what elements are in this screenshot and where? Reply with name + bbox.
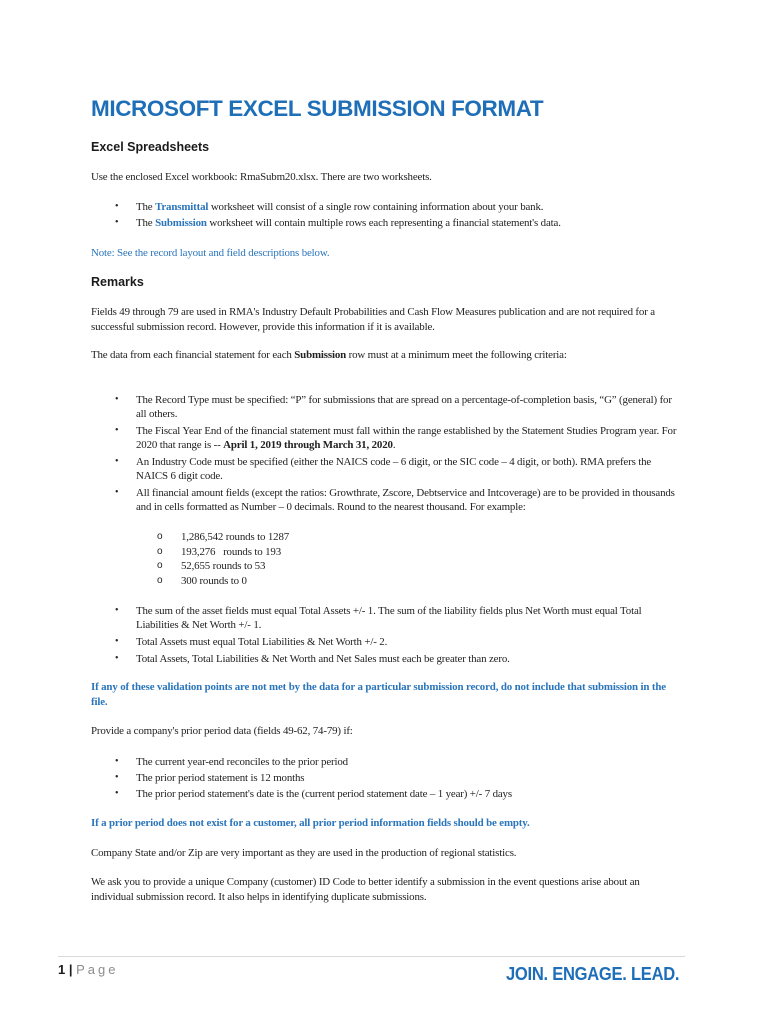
sub-bullet-icon: o <box>157 545 163 557</box>
record-layout-note: Note: See the record layout and field descriptions below. <box>91 247 330 259</box>
bullet-icon: • <box>115 217 119 228</box>
remarks-heading: Remarks <box>91 275 144 289</box>
footer-divider <box>58 956 685 957</box>
criteria-intro: The data from each financial statement for each Submission row must at a minimum meet the following criteria: <box>91 349 567 361</box>
page-number: 1 | Page <box>58 962 119 977</box>
sub-bullet-icon: o <box>157 574 163 586</box>
list-item: • The Record Type must be specified: “P” for submissions that are spread on a percentage-of-completion basis, “G” (general) for all others. <box>115 394 672 420</box>
bullet-icon: • <box>115 756 119 767</box>
list-item: o 300 rounds to 0 <box>157 574 247 587</box>
bullet-icon: • <box>115 456 119 467</box>
validation-warning: If any of these validation points are not met by the data for a particular submission record, do not include that submission in the file. <box>91 681 666 708</box>
criteria-list <box>91 393 681 514</box>
list-item: • Total Assets must equal Total Liabilities & Net Worth +/- 2. <box>115 636 388 648</box>
prior-period-warning: If a prior period does not exist for a customer, all prior period information fields should be empty. <box>91 817 530 829</box>
list-item: o 1,286,542 rounds to 1287 <box>157 531 290 543</box>
excel-intro: Use the enclosed Excel workbook: RmaSubm20.xlsx. There are two worksheets. <box>91 171 432 183</box>
sub-bullet-icon: o <box>157 531 163 542</box>
prior-period-list <box>91 755 681 801</box>
bullet-icon: • <box>115 605 119 616</box>
remarks-paragraph: Fields 49 through 79 are used in RMA's Industry Default Probabilities and Cash Flow Measures publication and are not required for a successful submission record. However, provide this information if it is available. <box>91 306 655 333</box>
list-item: • The Submission worksheet will contain multiple rows each representing a financial statement's data. <box>115 217 561 229</box>
list-item: • The Fiscal Year End of the financial statement must fall within the range established by the Statement Studies Program year. For 2020 that range is -- April 1, 2019 through March 31, 2020. <box>115 425 677 451</box>
bullet-icon: • <box>115 653 119 664</box>
list-item: • An Industry Code must be specified (either the NAICS code – 6 digit, or the SIC code – 4 digit, or both). RMA prefers the NAICS 6 digit code. <box>115 456 652 482</box>
bullet-icon: • <box>115 425 119 436</box>
list-item: • All financial amount fields (except the ratios: Growthrate, Zscore, Debtservice and Intcoverage) are to be provided in thousands and in cells formatted as Number – 0 decimals. Round to the nearest thousand. For example: <box>115 487 675 513</box>
prior-period-intro: Provide a company's prior period data (fields 49-62, 74-79) if: <box>91 725 353 737</box>
list-item: • The current year-end reconciles to the prior period <box>115 756 348 768</box>
bullet-icon: • <box>115 487 119 498</box>
transmittal-term: Transmittal <box>155 201 209 213</box>
bullet-icon: • <box>115 394 119 405</box>
submission-term: Submission <box>155 217 207 229</box>
list-item: o 52,655 rounds to 53 <box>157 560 266 572</box>
list-item: o 193,276 rounds to 193 <box>157 545 282 558</box>
excel-heading: Excel Spreadsheets <box>91 140 210 154</box>
list-item: • The prior period statement's date is the (current period statement date – 1 year) +/- 7 days <box>115 788 512 800</box>
page-title: MICROSOFT EXCEL SUBMISSION FORMAT <box>91 96 544 121</box>
list-item: • The Transmittal worksheet will consist of a single row containing information about your bank. <box>115 201 544 213</box>
unique-id-note: We ask you to provide a unique Company (customer) ID Code to better identify a submission in the event questions arise about an individual submission record. It also helps in identifying duplicate submissions. <box>91 876 640 903</box>
totals-list <box>91 604 681 666</box>
bullet-icon: • <box>115 636 119 647</box>
state-zip-note: Company State and/or Zip are very important as they are used in the production of regional statistics. <box>91 847 517 859</box>
list-item: • Total Assets, Total Liabilities & Net Worth and Net Sales must each be greater than zero. <box>115 653 510 665</box>
bullet-icon: • <box>115 201 119 212</box>
worksheet-list <box>91 200 681 230</box>
footer-tagline: JOIN. ENGAGE. LEAD. <box>506 964 680 984</box>
list-item: • The sum of the asset fields must equal Total Assets +/- 1. The sum of the liability fields plus Net Worth must equal Total Liabilities & Net Worth +/- 1. <box>115 605 642 631</box>
list-item: • The prior period statement is 12 months <box>115 772 305 784</box>
sub-bullet-icon: o <box>157 560 163 571</box>
rounding-examples <box>91 530 681 588</box>
fiscal-range: April 1, 2019 through March 31, 2020 <box>223 439 393 451</box>
bullet-icon: • <box>115 772 119 783</box>
bullet-icon: • <box>115 788 119 799</box>
